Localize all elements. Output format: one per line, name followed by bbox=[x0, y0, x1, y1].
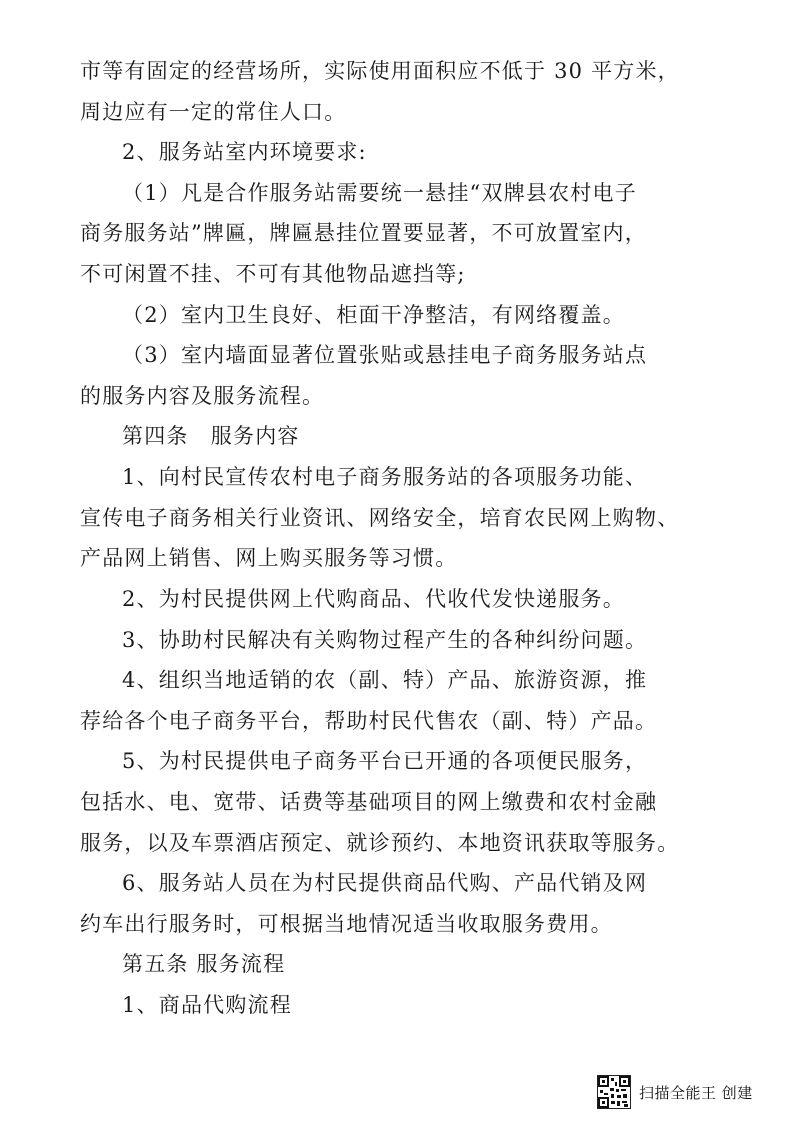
text-line: 4、组织当地适销的农（副、特）产品、旅游资源，推 bbox=[122, 668, 648, 692]
text-line: 3、协助村民解决有关购物过程产生的各种纠纷问题。 bbox=[122, 628, 648, 652]
text-line: 2、为村民提供网上代购商品、代收代发快递服务。 bbox=[122, 587, 625, 611]
section-heading: 第五条 服务流程 bbox=[122, 952, 286, 976]
text-line: （1）凡是合作服务站需要统一悬挂“双牌县农村电子 bbox=[122, 181, 637, 205]
text-line: 包括水、电、宽带、话费等基础项目的网上缴费和农村金融 bbox=[80, 790, 658, 814]
text-line: 荐给各个电子商务平台，帮助村民代售农（副、特）产品。 bbox=[80, 709, 658, 733]
text-line: 的服务内容及服务流程。 bbox=[80, 384, 325, 408]
text-line: 周边应有一定的常住人口。 bbox=[80, 100, 347, 124]
text-line: 商务服务站”牌匾，牌匾悬挂位置要显著，不可放置室内， bbox=[80, 221, 647, 245]
text-line: （3）室内墙面显著位置张贴或悬挂电子商务服务站点 bbox=[122, 343, 648, 367]
text-line: 宣传电子商务相关行业资讯、网络安全，培育农民网上购物、 bbox=[80, 506, 680, 530]
text-line: 市等有固定的经营场所，实际使用面积应不低于 30 平方米， bbox=[80, 59, 680, 83]
text-line: 2、服务站室内环境要求: bbox=[122, 140, 367, 164]
text-line: 1、向村民宣传农村电子商务服务站的各项服务功能、 bbox=[122, 465, 648, 489]
text-line: （2）室内卫生良好、柜面干净整洁，有网络覆盖。 bbox=[122, 303, 625, 327]
text-line: 6、服务站人员在为村民提供商品代购、产品代销及网 bbox=[122, 871, 648, 895]
text-line: 产品网上销售、网上购买服务等习惯。 bbox=[80, 546, 458, 570]
text-line: 不可闲置不挂、不可有其他物品遮挡等; bbox=[80, 262, 466, 286]
qr-code-icon bbox=[597, 1075, 631, 1109]
section-heading: 第四条 服务内容 bbox=[122, 424, 300, 448]
watermark-text: 扫描全能王 创建 bbox=[639, 1083, 753, 1102]
text-line: 5、为村民提供电子商务平台已开通的各项便民服务， bbox=[122, 749, 648, 773]
text-line: 服务，以及车票酒店预定、就诊预约、本地资讯获取等服务。 bbox=[80, 831, 680, 855]
text-line: 1、商品代购流程 bbox=[122, 993, 292, 1017]
scanner-watermark bbox=[597, 1071, 777, 1113]
text-line: 约车出行服务时，可根据当地情况适当收取服务费用。 bbox=[80, 912, 613, 936]
